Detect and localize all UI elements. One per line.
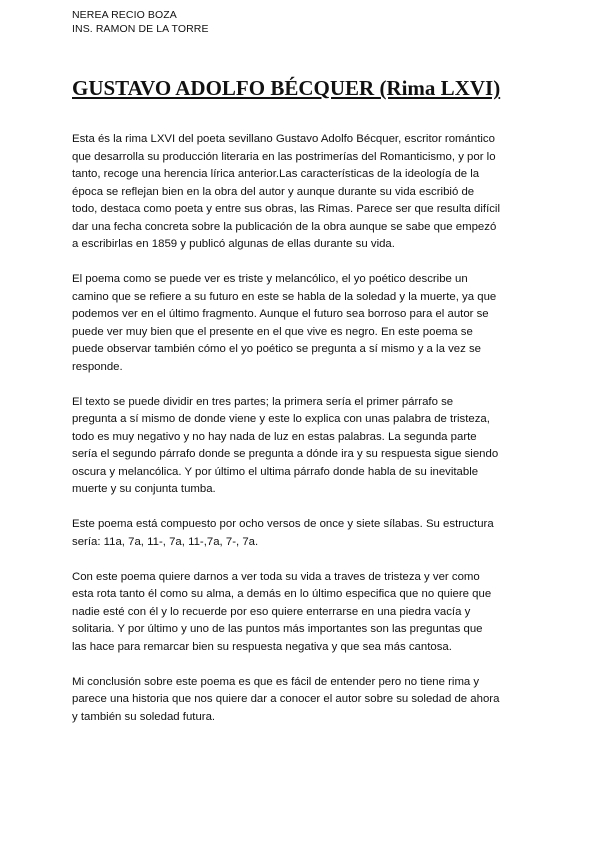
text-line: oscura y melancólica. Y por último el ultima párrafo donde habla de su inevitable — [72, 465, 479, 478]
text-line: sería: 11a, 7a, 11-, 7a, 11-,7a, 7-, 7a. — [72, 535, 259, 548]
text-line: todo es muy negativo y no hay nada de luz en estas palabras. La segunda parte — [72, 430, 477, 443]
text-line: las hace para remarcar bien su respuesta negativa y que sea más cantosa. — [72, 640, 452, 653]
text-line: sería el segundo párrafo donde se pregunta a dónde ira y su respuesta sigue siendo — [72, 448, 499, 460]
text-line: podemos ver en el último fragmento. Aunque el futuro sea borroso para el autor se — [72, 308, 489, 320]
text-line: El poema como se puede ver es triste y melancólico, el yo poético describe un — [72, 273, 468, 285]
text-line: que desarrolla su producción literaria en las postrimerías del Romanticismo, y por lo — [72, 150, 496, 163]
text-line: dar una fecha concreta sobre la publicación de la obra aunque se sabe que empezó — [72, 220, 497, 233]
text-line: pregunta a sí mismo de donde viene y este lo explica con unas palabra de tristeza, — [72, 413, 490, 425]
text-line: y también su soledad futura. — [72, 710, 216, 723]
paragraph-theme — [72, 271, 532, 376]
paragraph-structure — [72, 394, 532, 499]
text-line: parece una historia que nos quiere dar a conocer el autor sobre su soledad de ahora — [72, 693, 500, 705]
text-line: Con este poema quiere darnos a ver toda su vida a traves de tristeza y ver como — [72, 570, 480, 583]
school-name: INS. RAMON DE LA TORRE — [72, 23, 209, 35]
text-line: puede observar también cómo el yo poético se pregunta a sí mismo y a la vez se — [72, 343, 482, 355]
author-name: NEREA RECIO BOZA — [72, 9, 177, 21]
paragraph-metrics — [72, 516, 532, 551]
text-line: Este poema está compuesto por ocho versos de once y siete sílabas. Su estructura — [72, 518, 494, 530]
text-line: muerte y su conjunta tumba. — [72, 483, 216, 495]
text-line: a escribirlas en 1859 y publicó algunas de ellas durante su vida. — [72, 238, 395, 250]
text-line: El texto se puede dividir en tres partes; la primera sería el primer párrafo se — [72, 395, 454, 408]
text-line: tanto, recoge una herencia lírica anterior.Las características de la ideología de la — [72, 168, 480, 180]
text-line: solitaria. Y por último y uno de las puntos más importantes son las preguntas que — [72, 623, 483, 635]
text-line: todo, destaca como poeta y entre sus obras, las Rimas. Parece ser que resulta difícil — [72, 203, 500, 215]
text-line: Esta és la rima LXVI del poeta sevillano Gustavo Adolfo Bécquer, escritor romántico — [72, 133, 495, 145]
paragraph-intent — [72, 569, 532, 657]
text-line: nadie esté con él y lo recuerde por eso quiere enterrarse en una piedra vacía y — [72, 605, 471, 618]
document-header — [72, 8, 209, 36]
text-line: Mi conclusión sobre este poema es que es fácil de entender pero no tiene rima y — [72, 675, 480, 688]
text-line: puede ver muy bien que el presente en el que vive es negro. En este poema se — [72, 325, 473, 338]
document-title: GUSTAVO ADOLFO BÉCQUER (Rima LXVI) — [72, 76, 501, 100]
text-line: época se reflejan bien en la obra del autor y aunque durante su vida escribió de — [72, 185, 475, 198]
text-line: esta rota tanto él como su alma, a demás en lo último especifica que no quiere que — [72, 588, 492, 600]
paragraph-conclusion — [72, 674, 532, 727]
document-body — [72, 131, 532, 744]
paragraph-intro — [72, 131, 532, 254]
text-line: responde. — [72, 360, 123, 373]
text-line: camino que se refiere a su futuro en este se habla de la soledad y la muerte, ya que — [72, 290, 497, 303]
